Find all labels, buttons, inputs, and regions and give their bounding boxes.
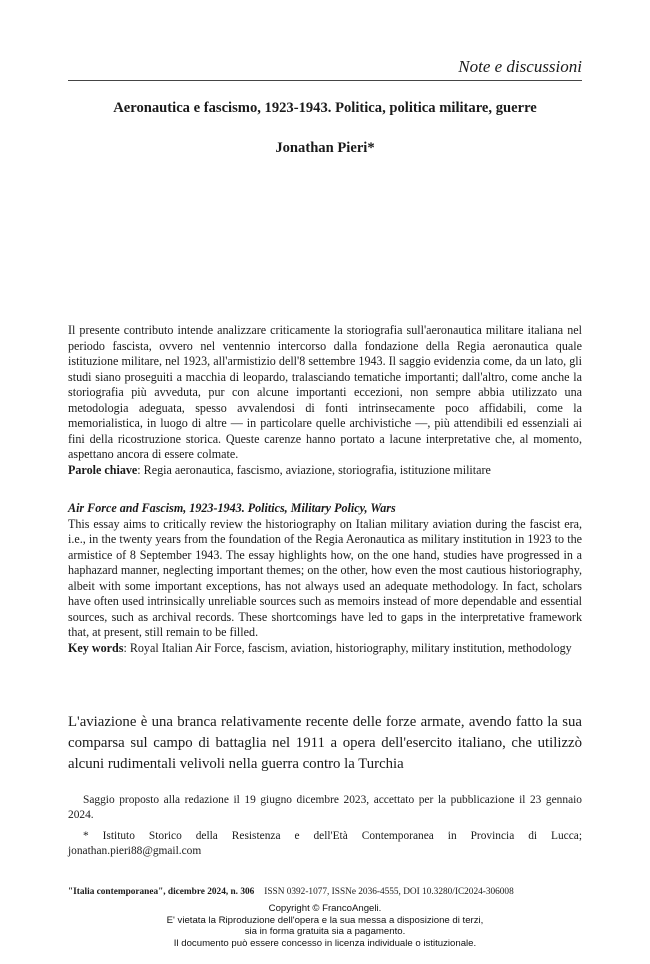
copyright-line-2: E' vietata la Riproduzione dell'opera e la sua messa a disposizione di terzi, bbox=[166, 914, 484, 926]
article-author: Jonathan Pieri* bbox=[275, 140, 375, 156]
footnote-submission: Saggio proposto alla redazione il 19 giugno dicembre 2023, accettato per la pubblicazione il 23 gennaio 2024. bbox=[68, 794, 582, 821]
footer-issn: ISSN 0392-1077, ISSNe 2036-4555, DOI 10.3280/IC2024-306008 bbox=[264, 887, 514, 897]
keywords-english-label: Key words bbox=[68, 640, 124, 655]
copyright-notice bbox=[0, 903, 650, 949]
article-title: Aeronautica e fascismo, 1923-1943. Politica, politica militare, guerre bbox=[113, 100, 537, 116]
keywords-english-list: : Royal Italian Air Force, fascism, aviation, historiography, military institution, methodology bbox=[123, 640, 572, 655]
keywords-italian-list: : Regia aeronautica, fascismo, aviazione, storiografia, istituzione militare bbox=[137, 462, 491, 477]
footnote-affiliation: * Istituto Storico della Resistenza e dell'Età Contemporanea in Provincia di Lucca; jonathan.pieri88@gmail.com bbox=[68, 830, 582, 857]
keywords-italian-label: Parole chiave bbox=[68, 462, 138, 477]
abstract-english bbox=[68, 501, 582, 656]
body-paragraph: L'aviazione è una branca relativamente recente delle forze armate, avendo fatto la sua comparsa sul campo di battaglia nel 1911 a opera dell'esercito italiano, che utilizzò alcuni rudimentali velivoli nella guerra contro la Turchia bbox=[68, 714, 582, 772]
section-title: Note e discussioni bbox=[458, 57, 582, 76]
abstract-italian bbox=[68, 323, 582, 478]
copyright-line-1: Copyright © FrancoAngeli. bbox=[268, 903, 382, 914]
abstract-italian-text: Il presente contributo intende analizzare criticamente la storiografia sull'aeronautica militare italiana nel periodo fascista, ovvero nel ventennio intercorso dalla fondazione della Regia aeronautica quale istituzione militare, nel 1923, all'armistizio dell'8 settembre 1943. Il saggio evidenzia come, da un lato, gli studi siano proseguiti a macchia di leopardo, tralasciando tematiche importanti; dall'altro, come anche la storiografia più avveduta, pur con alcune importanti eccezioni, non sempre abbia utilizzato una metodologia adeguata, spesso avvalendosi di fonti intrinsecamente poco affidabili, come la memorialistica, in luogo di altre — in particolare quelle archivistiche —, più attendibili ed essenziali ai fini della ricostruzione storica. Queste carenze hanno portato a lacune interpretative che, al momento, aspettano ancora di essere colmate. bbox=[68, 323, 582, 461]
header-rule bbox=[68, 80, 582, 81]
copyright-line-3: sia in forma gratuita sia a pagamento. bbox=[244, 926, 406, 938]
page-footer bbox=[68, 887, 582, 897]
abstract-english-title: Air Force and Fascism, 1923-1943. Politics, Military Policy, Wars bbox=[68, 501, 396, 515]
footnotes bbox=[68, 793, 582, 865]
abstract-english-text: This essay aims to critically review the historiography on Italian military aviation during the fascist era, i.e., in the twenty years from the foundation of the Regia Aeronautica as military institution in 1923 to the armistice of 8 September 1943. The essay highlights how, on the one hand, studies have progressed in a haphazard manner, neglecting important themes; on the other, how even the most cautious historiography, albeit with some important exceptions, has not always used an adequate methodology. In fact, scholars have often used intrinsically unreliable sources such as memoirs instead of more dependable and essential sources, such as archival records. These shortcomings have led to gaps in the interpretative framework that, at present, still remain to be filled. bbox=[68, 516, 582, 639]
keywords-english bbox=[68, 641, 582, 657]
copyright-line-4: Il documento può essere concesso in licenza individuale o istituzionale. bbox=[173, 937, 477, 949]
footer-journal: "Italia contemporanea", dicembre 2024, n. 306 bbox=[68, 887, 255, 897]
body-text bbox=[68, 712, 582, 775]
keywords-italian bbox=[68, 463, 582, 479]
